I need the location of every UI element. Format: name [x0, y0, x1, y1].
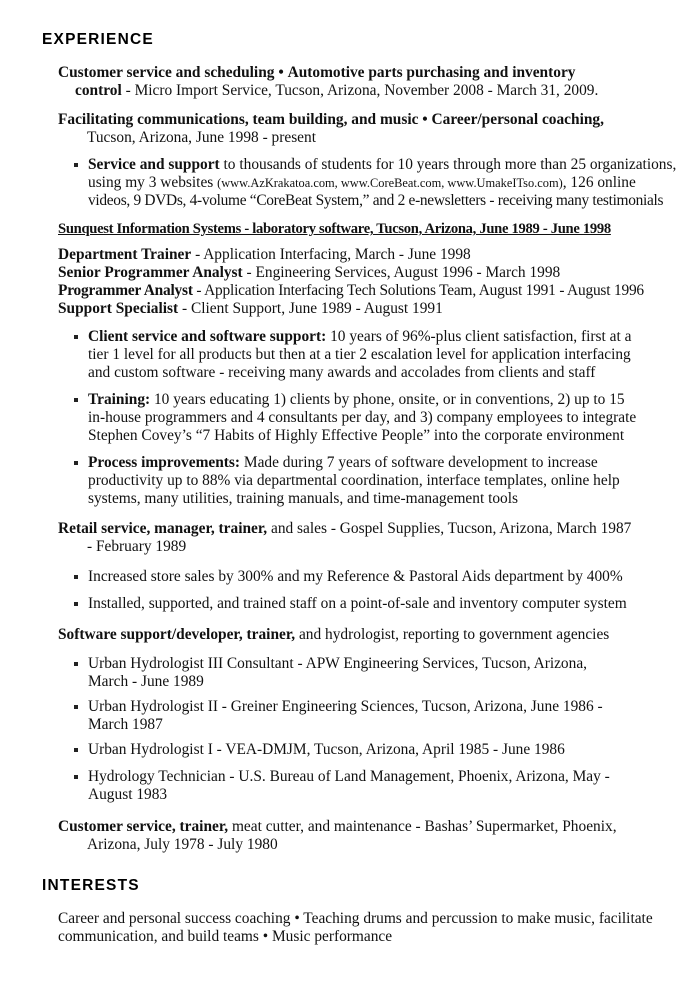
entry-title: Software support/developer, trainer, [58, 626, 296, 643]
bullet-text: Increased store sales by 300% and my Reference & Pastoral Aids department by 400% [88, 568, 623, 585]
entry-bashas [58, 818, 648, 854]
role-title: Senior Programmer Analyst [58, 264, 243, 281]
entry-detail: Tucson, Arizona, June 1998 - present [87, 129, 316, 146]
bullet-text: in-house programmers and 4 consultants per day, and 3) company employees to integrate [88, 409, 637, 426]
entry-title: Customer service and scheduling [58, 64, 275, 81]
bullet-icon [74, 662, 78, 666]
bullet-text: Urban Hydrologist II - Greiner Engineering Sciences, Tucson, Arizona, June 1986 - [88, 698, 603, 715]
bullet-bold: Process improvements: [88, 454, 241, 471]
entry-title: Retail service, manager, trainer, [58, 520, 268, 537]
bullet-text: Urban Hydrologist III Consultant - APW Engineering Services, Tucson, Arizona, [88, 655, 587, 672]
bullet-client-service [74, 328, 644, 382]
role-detail: - Application Interfacing Tech Solutions Team, August 1991 - August 1996 [192, 282, 644, 299]
bullet-text: videos, 9 DVDs, 4-volume “CoreBeat System,” and 2 e-newsletters - receiving many testimonials [88, 192, 664, 209]
entry-facilitating [58, 111, 648, 147]
entry-title: Customer service, trainer, [58, 818, 229, 835]
bullet-hydrologist-iii [74, 655, 644, 691]
bullet-text: to thousands of students for 10 years through more than 25 organizations, [219, 156, 676, 173]
bullet-icon [74, 461, 78, 465]
bullet-bold: Client service and software support: [88, 328, 327, 345]
bullet-icon [74, 398, 78, 402]
entry-micro-import [58, 64, 648, 100]
bullet-hydrologist-i [74, 741, 644, 759]
bullet-text: 10 years of 96%-plus client satisfaction, first at a [326, 328, 632, 345]
bullet-text: Hydrology Technician - U.S. Bureau of Land Management, Phoenix, Arizona, May - [88, 768, 610, 785]
bullet-bold: Training: [88, 391, 151, 408]
role-title: Programmer Analyst [58, 282, 193, 299]
bullet-icon [74, 602, 78, 606]
bullet-icon [74, 335, 78, 339]
bullet-text: Stephen Covey’s “7 Habits of Highly Effective People” into the corporate environment [88, 427, 625, 444]
bullet-icon [74, 705, 78, 709]
bullet-bold: Service and support [88, 156, 220, 173]
bullet-icon [74, 163, 78, 167]
role-detail: - Client Support, June 1989 - August 1991 [178, 300, 443, 317]
entry-sunquest [58, 220, 648, 238]
bullet-text: and custom software - receiving many awards and accolades from clients and staff [88, 364, 596, 381]
sunquest-roles [58, 246, 648, 318]
entry-comma: , [600, 111, 604, 128]
interest-item: communication, and build teams [58, 928, 259, 945]
entry-hydrology [58, 626, 648, 644]
entry-detail: Arizona, July 1978 - July 1980 [87, 836, 278, 853]
entry-title: control [75, 82, 122, 99]
bullet-process-improvements [74, 454, 644, 508]
entry-detail: and sales - Gospel Supplies, Tucson, Arizona, March 1987 [267, 520, 632, 537]
entry-detail: and hydrologist, reporting to government agencies [295, 626, 610, 643]
bullet-text: March - June 1989 [88, 673, 204, 690]
bullet-text: Urban Hydrologist I - VEA-DMJM, Tucson, Arizona, April 1985 - June 1986 [88, 741, 565, 758]
bullet-text: Made during 7 years of software development to increase [240, 454, 598, 471]
sunquest-heading: Sunquest Information Systems - laboratory software, Tucson, Arizona, June 1989 - June 1998 [58, 221, 611, 237]
interest-item: Music performance [268, 928, 393, 945]
separator-dot: • [294, 910, 300, 927]
bullet-service-support [74, 156, 676, 210]
interests-text [58, 910, 658, 946]
entry-title: Automotive parts purchasing and inventory [287, 64, 576, 81]
role-title: Department Trainer [58, 246, 192, 263]
bullet-training [74, 391, 644, 445]
role-title: Support Specialist [58, 300, 179, 317]
bullet-icon [74, 575, 78, 579]
entry-detail: - Micro Import Service, Tucson, Arizona, November 2008 - March 31, 2009. [121, 82, 599, 99]
bullet-text: using my 3 websites [88, 174, 218, 191]
entry-detail: meat cutter, and maintenance - Bashas’ Supermarket, Phoenix, [228, 818, 617, 835]
role-detail: - Engineering Services, August 1996 - March 1998 [242, 264, 561, 281]
interest-item: Teaching drums and percussion to make music, facilitate [299, 910, 653, 927]
entry-title: Facilitating communications, team building, and music [58, 111, 419, 128]
entry-detail: - February 1989 [87, 538, 187, 555]
separator-dot: • [262, 928, 269, 945]
separator-dot: • [278, 64, 284, 81]
bullet-text: tier 1 level for all products but then at a tier 2 escalation level for application interfacing [88, 346, 631, 363]
interests-heading: INTERESTS [42, 877, 140, 894]
bullet-icon [74, 775, 78, 779]
entry-gospel-supplies [58, 520, 648, 556]
bullet-pos-system [74, 595, 644, 613]
bullet-text: Installed, supported, and trained staff on a point-of-sale and inventory computer system [88, 595, 627, 612]
interest-item: Career and personal success coaching [58, 910, 291, 927]
entry-title: Career/personal coaching [431, 111, 601, 128]
bullet-text: systems, many utilities, training manuals, and time-management tools [88, 490, 519, 507]
bullet-hydrologist-ii [74, 698, 644, 734]
bullet-icon [74, 748, 78, 752]
bullet-hydrology-technician [74, 768, 644, 804]
website-list: (www.AzKrakatoa.com, www.CoreBeat.com, www.UmakeITso.com) [217, 176, 563, 190]
experience-heading: EXPERIENCE [42, 31, 154, 48]
bullet-text: productivity up to 88% via departmental coordination, interface templates, online help [88, 472, 620, 489]
separator-dot: • [422, 111, 428, 128]
bullet-text: March 1987 [88, 716, 163, 733]
bullet-text: , 126 online [562, 174, 636, 191]
bullet-text: August 1983 [88, 786, 168, 803]
role-detail: - Application Interfacing, March - June 1998 [191, 246, 471, 263]
bullet-text: 10 years educating 1) clients by phone, onsite, or in conventions, 2) up to 15 [150, 391, 625, 408]
bullet-store-sales [74, 568, 644, 586]
